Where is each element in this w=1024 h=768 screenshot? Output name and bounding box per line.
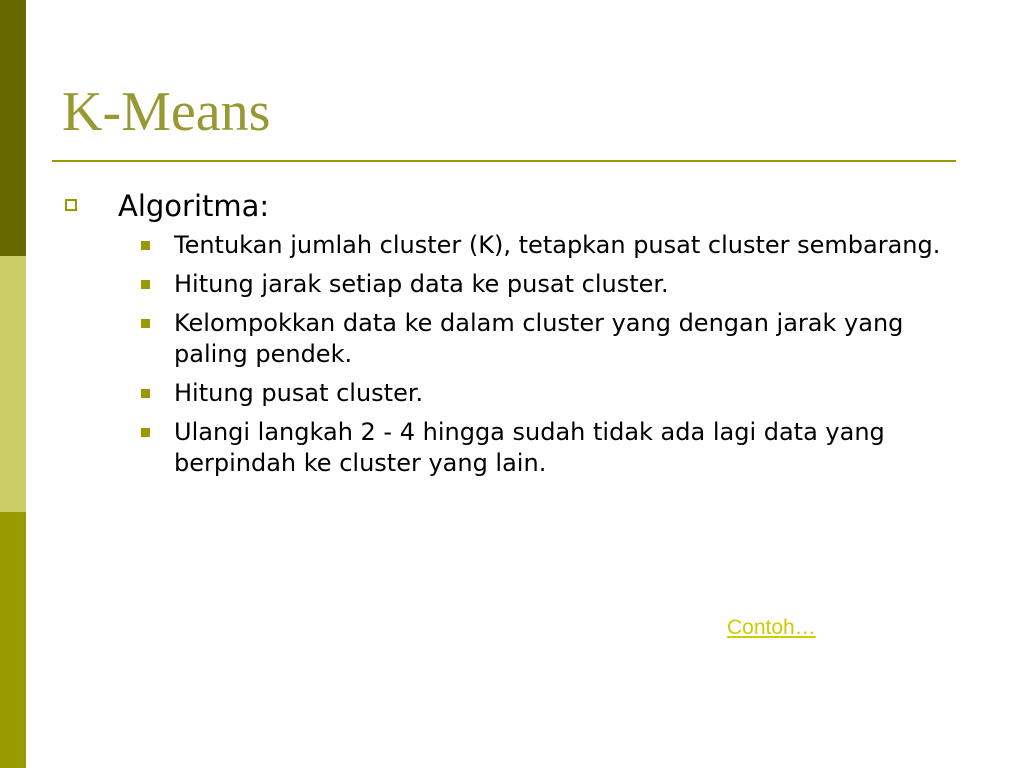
filled-square-bullet-icon: [141, 428, 150, 437]
algorithm-step: [62, 269, 982, 300]
filled-square-bullet-icon: [141, 241, 150, 250]
hollow-square-bullet-icon: [65, 199, 77, 211]
filled-square-bullet-icon: [141, 280, 150, 289]
slide-body: [62, 186, 982, 487]
algorithm-step-text: Hitung jarak setiap data ke pusat cluster.: [174, 270, 669, 298]
algorithm-step: [62, 378, 982, 409]
algorithm-step-text: Hitung pusat cluster.: [174, 379, 424, 407]
algorithm-step: [62, 417, 982, 479]
algorithm-steps-list: [62, 230, 982, 479]
algorithm-step-text: Kelompokkan data ke dalam cluster yang dengan jarak yang paling pendek.: [174, 309, 904, 368]
algorithm-step: [62, 308, 982, 370]
filled-square-bullet-icon: [141, 389, 150, 398]
side-bar-middle: [0, 256, 26, 512]
algorithm-step: [62, 230, 982, 261]
algorithm-heading-item: [62, 186, 982, 226]
algorithm-step-text: Tentukan jumlah cluster (K), tetapkan pusat cluster sembarang.: [174, 231, 941, 259]
algorithm-heading: Algoritma:: [118, 189, 270, 223]
filled-square-bullet-icon: [141, 319, 150, 328]
slide-title: K-Means: [62, 81, 271, 143]
algorithm-step-text: Ulangi langkah 2 - 4 hingga sudah tidak ada lagi data yang berpindah ke cluster yang lain.: [174, 418, 885, 477]
side-bar-top: [0, 0, 26, 256]
example-link[interactable]: Contoh…: [727, 616, 816, 639]
title-divider: [52, 160, 956, 162]
side-bar-bottom: [0, 512, 26, 768]
